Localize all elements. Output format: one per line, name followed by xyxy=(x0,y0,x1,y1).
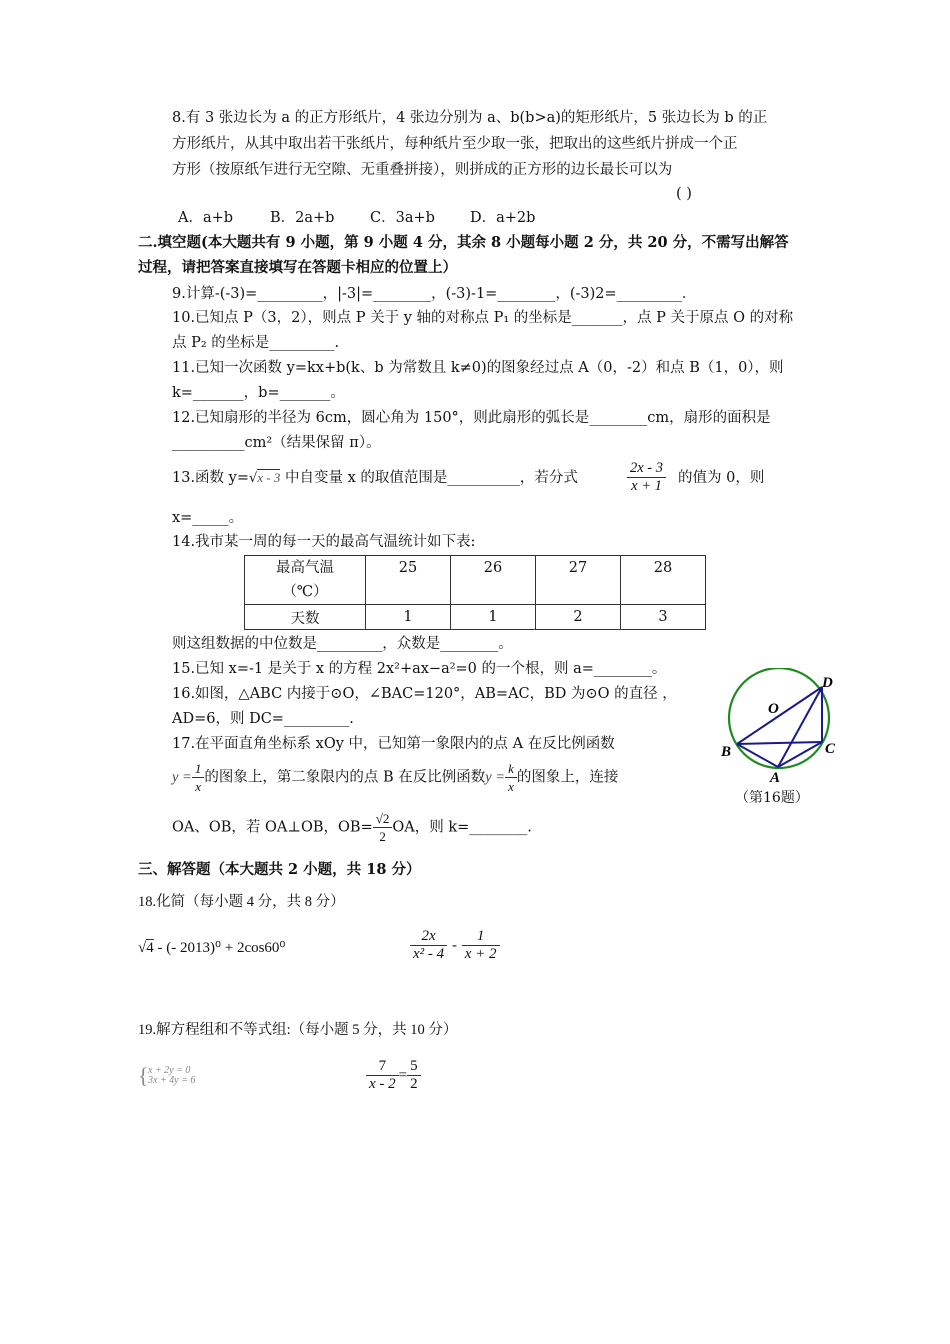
q19-eq-op: = xyxy=(398,1067,408,1084)
q17-mid: 的图象上，第二象限内的点 B 在反比例函数 xyxy=(204,769,486,786)
table-row xyxy=(245,605,706,630)
q19-equation xyxy=(366,1058,421,1093)
q19-eq-num2: 5 xyxy=(407,1058,421,1076)
q17-line2 xyxy=(172,760,618,795)
q14-after: 则这组数据的中位数是_________，众数是________。 xyxy=(172,636,513,652)
q17-f1-lhs: y = xyxy=(172,769,192,786)
q18-expr2-den1: x² - 4 xyxy=(413,946,445,962)
q9-text: 9.计算-(-3)=_________，|-3|=________，(-3)-1=________，(-3)2=_________． xyxy=(172,286,697,302)
section3-header: 三、解答题（本大题共 2 小题，共 18 分） xyxy=(138,861,421,878)
q18-expr1-radicand: 4 xyxy=(146,940,154,956)
q17-frac-num: √2 xyxy=(373,810,393,828)
q8-option-c: C．3a+b xyxy=(370,210,435,226)
q16-figure xyxy=(718,668,848,808)
q14-intro: 14.我市某一周的每一天的最高气温统计如下表: xyxy=(172,534,476,550)
table-row xyxy=(245,556,706,605)
q19-title: 19.解方程组和不等式组:（每小题 5 分，共 10 分） xyxy=(138,1022,458,1038)
q12-line2: __________cm²（结果保留 π）。 xyxy=(172,435,381,451)
label-a: A xyxy=(770,770,781,786)
q18-expr2-den2: x + 2 xyxy=(464,946,497,962)
q13-line2: x=_____。 xyxy=(172,510,244,526)
q19-eq-den2: 2 xyxy=(410,1076,418,1092)
q17-line3-pre: OA、OB，若 OA⊥OB，OB= xyxy=(172,819,373,836)
q8-line2: 方形纸片，从其中取出若干张纸片，每种纸片至少取一张，把取出的这些纸片拼成一个正 xyxy=(172,136,738,152)
q18-expr2-num1: 2x xyxy=(410,928,447,946)
q18-expr2-num2: 1 xyxy=(462,928,500,946)
q16-line2: AD=6，则 DC=_________. xyxy=(172,711,354,727)
q18-expr1 xyxy=(138,938,285,958)
q12-line1: 12.已知扇形的半径为 6cm，圆心角为 150°，则此扇形的弧长是________cm，扇形的面积是 xyxy=(172,410,771,426)
q18-expr2 xyxy=(410,928,500,963)
q8-answer-paren: ( ) xyxy=(676,186,692,202)
q13-pre: 13.函数 y= xyxy=(172,470,250,486)
table-cell: 25 xyxy=(366,556,451,605)
diameter-bd xyxy=(737,687,822,744)
q18-expr1-rest: - (- 2013)⁰ + 2cos60⁰ xyxy=(153,940,286,956)
header-label: 最高气温 xyxy=(276,560,334,576)
sqrt-icon: √ xyxy=(249,471,258,486)
q11-line1: 11.已知一次函数 y=kx+b(k、b 为常数且 k≠0)的图象经过点 A（0，-2）和点 B（1，0），则 xyxy=(172,360,784,376)
table-cell: 27 xyxy=(536,556,621,605)
q17-f1-den: x xyxy=(195,779,201,794)
q13-radicand: x - 3 xyxy=(257,470,281,485)
header-unit: （℃） xyxy=(282,584,328,600)
q8-option-a: A．a+b xyxy=(178,210,234,226)
q18-expr2-op: - xyxy=(451,937,457,954)
segment-bc xyxy=(737,742,822,744)
table-cell: 26 xyxy=(451,556,536,605)
q17-f2-lhs: y = xyxy=(485,769,506,786)
section2-header-line2: 过程，请把答案直接填写在答题卡相应的位置上） xyxy=(138,259,457,276)
q13-post: 的值为 0，则 xyxy=(678,470,765,486)
label-o: O xyxy=(768,701,779,717)
q8-line3: 方形（按原纸乍进行无空隙、无重叠拼接），则拼成的正方形的边长最长可以为 xyxy=(172,162,673,178)
q19-eq-num1: 7 xyxy=(366,1058,399,1076)
q13-line1 xyxy=(172,468,578,489)
left-brace-icon: { xyxy=(138,1063,149,1088)
q17-post: 的图象上，连接 xyxy=(516,769,619,786)
q16-caption: （第16题） xyxy=(735,790,809,806)
q8-option-b: B．2a+b xyxy=(270,210,335,226)
q15-text: 15.已知 x=-1 是关于 x 的方程 2x²+ax−a²=0 的一个根，则 a=________。 xyxy=(172,661,667,677)
q8-line1: 8.有 3 张边长为 a 的正方形纸片，4 张边分别为 a、b(b>a)的矩形纸片，5 张边长为 b 的正 xyxy=(172,110,768,126)
table-cell: 3 xyxy=(621,605,706,630)
circle-o xyxy=(729,668,829,768)
sqrt-icon: √ xyxy=(138,940,147,956)
q13-frac-den: x + 1 xyxy=(631,478,662,494)
temperature-table xyxy=(244,555,706,630)
table-cell: 2 xyxy=(536,605,621,630)
q19-sys-line1: x + 2y = 0 xyxy=(148,1065,191,1076)
q17-frac-den: 2 xyxy=(379,829,386,844)
table-cell: 1 xyxy=(366,605,451,630)
table-cell: 1 xyxy=(451,605,536,630)
q17-line1: 17.在平面直角坐标系 xOy 中，已知第一象限内的点 A 在反比例函数 xyxy=(172,736,615,752)
q13-mid: 中自变量 x 的取值范围是__________，若分式 xyxy=(285,470,578,486)
label-b: B xyxy=(721,744,732,760)
q19-eq-den1: x - 2 xyxy=(369,1076,396,1092)
q13-frac-num: 2x - 3 xyxy=(627,460,666,478)
q11-line2: k=_______，b=_______。 xyxy=(172,385,345,401)
table-header-cell: 天数 xyxy=(245,605,366,630)
q17-line3-post: OA，则 k=________. xyxy=(392,819,532,836)
q10-line2: 点 P₂ 的坐标是_________. xyxy=(172,335,340,351)
q16-line1: 16.如图，△ABC 内接于⊙O，∠BAC=120°，AB=AC，BD 为⊙O 的直径 ， xyxy=(172,686,677,702)
q8-option-d: D．a+2b xyxy=(470,210,536,226)
q19-sys-line2: 3x + 4y = 6 xyxy=(148,1075,196,1086)
q17-line3 xyxy=(172,810,532,845)
q13-fraction xyxy=(627,460,666,495)
table-cell: 28 xyxy=(621,556,706,605)
section2-header-line1: 二.填空题(本大题共有 9 小题，第 9 小题 4 分，其余 8 小题每小题 2 分，共 20 分，不需写出解答 xyxy=(138,234,789,251)
q10-line1: 10.已知点 P（3，2），则点 P 关于 y 轴的对称点 P₁ 的坐标是_______，点 P 关于原点 O 的对称 xyxy=(172,310,794,326)
q17-f2-num: k xyxy=(505,760,517,778)
table-header-cell xyxy=(245,556,366,605)
label-c: C xyxy=(825,741,836,757)
q17-f2-den: x xyxy=(508,779,514,794)
q17-f1-num: 1 xyxy=(192,760,205,778)
label-d: D xyxy=(822,675,833,691)
q18-title: 18.化简（每小题 4 分，共 8 分） xyxy=(138,894,345,910)
